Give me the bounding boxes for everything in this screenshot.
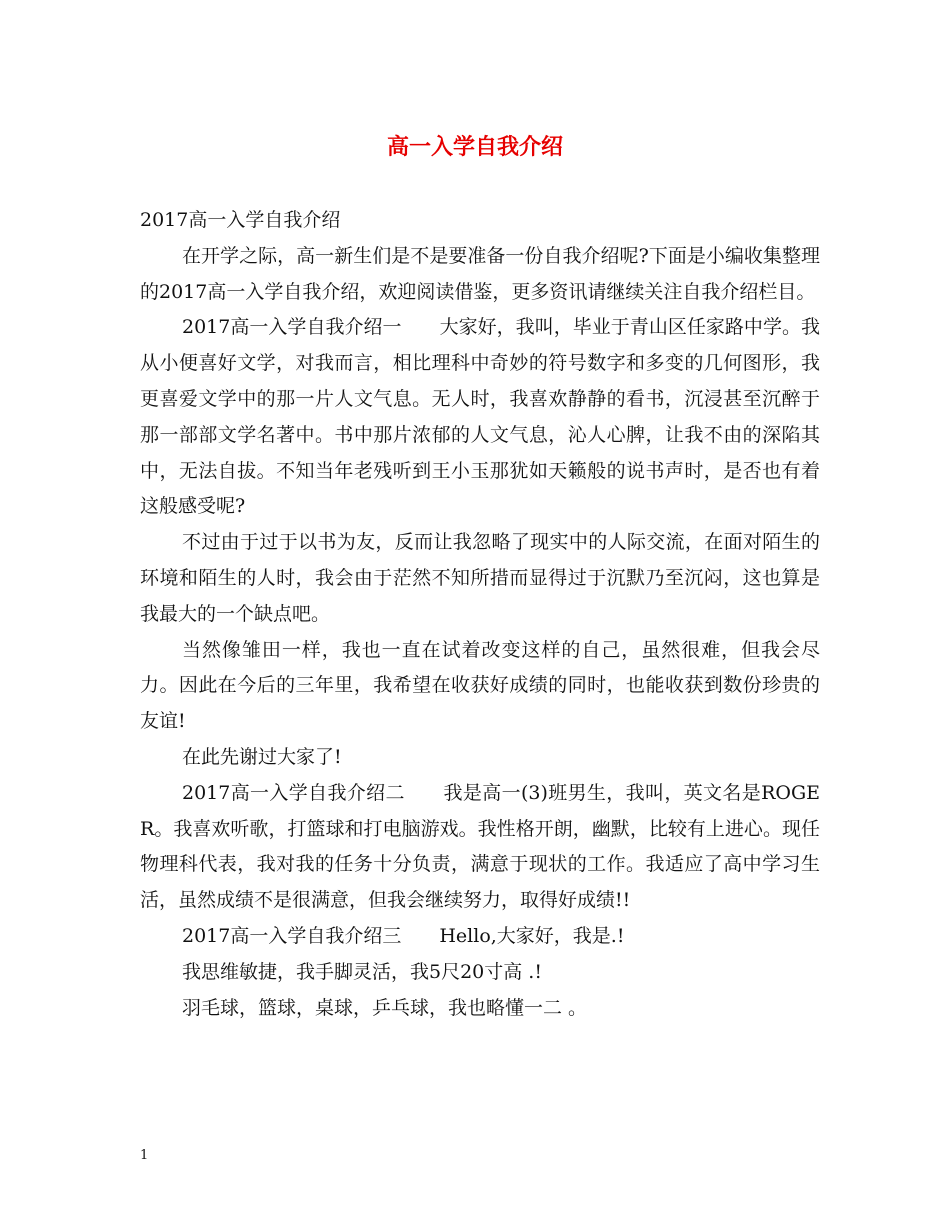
intro-three-paragraph: 2017高一入学自我介绍三 Hello,大家好，我是.! [182,924,625,947]
change-paragraph: 当然像雏田一样，我也一直在试着改变这样的自己，虽然很难，但我会尽力。因此在今后的三年里，我希望在收获好成绩的同时，也能收获到数份珍贵的友谊! [140,638,820,733]
subtitle-paragraph: 2017高一入学自我介绍 [140,209,341,231]
weakness-paragraph: 不过由于过于以书为友，反而让我忽略了现实中的人际交流，在面对陌生的环境和陌生的人时，我会由于茫然不知所措而显得过于沉默乃至沉闷，这也算是我最大的一个缺点吧。 [140,531,820,625]
document-title: 高一入学自我介绍 [386,134,563,160]
intro-two-paragraph: 2017高一入学自我介绍二 我是高一(3)班男生，我叫，英文名是ROGER。我喜欢听歌，打篮球和打电脑游戏。我性格开朗，幽默，比较有上进心。现任物理科代表，我对我的任务十分负责，满意于现状的工作。我适应了高中学习生活，虽然成绩不是很满意，但我会继续努力，取得好成绩!! [140,781,820,912]
document-body [140,203,820,1026]
thanks-paragraph: 在此先谢过大家了! [182,745,342,768]
page-number: 1 [140,1148,149,1163]
intro-one-paragraph: 2017高一入学自我介绍一 大家好，我叫，毕业于青山区任家路中学。我从小便喜好文学，对我而言，相比理科中奇妙的符号数字和多变的几何图形，我更喜爱文学中的那一片人文气息。无人时，我喜欢静静的看书，沉浸甚至沉醉于那一部部文学名著中。书中那片浓郁的人文气息，沁人心脾，让我不由的深陷其中，无法自拔。不知当年老残听到王小玉那犹如天籁般的说书声时，是否也有着这般感受呢? [140,316,820,518]
intro-paragraph: 在开学之际，高一新生们是不是要准备一份自我介绍呢?下面是小编收集整理的2017高一入学自我介绍，欢迎阅读借鉴，更多资讯请继续关注自我介绍栏目。 [140,244,820,303]
sports-paragraph: 羽毛球，篮球，桌球，乒乓球，我也略懂一二 。 [182,996,588,1019]
agility-paragraph: 我思维敏捷，我手脚灵活，我5尺20寸高 .! [182,960,542,983]
